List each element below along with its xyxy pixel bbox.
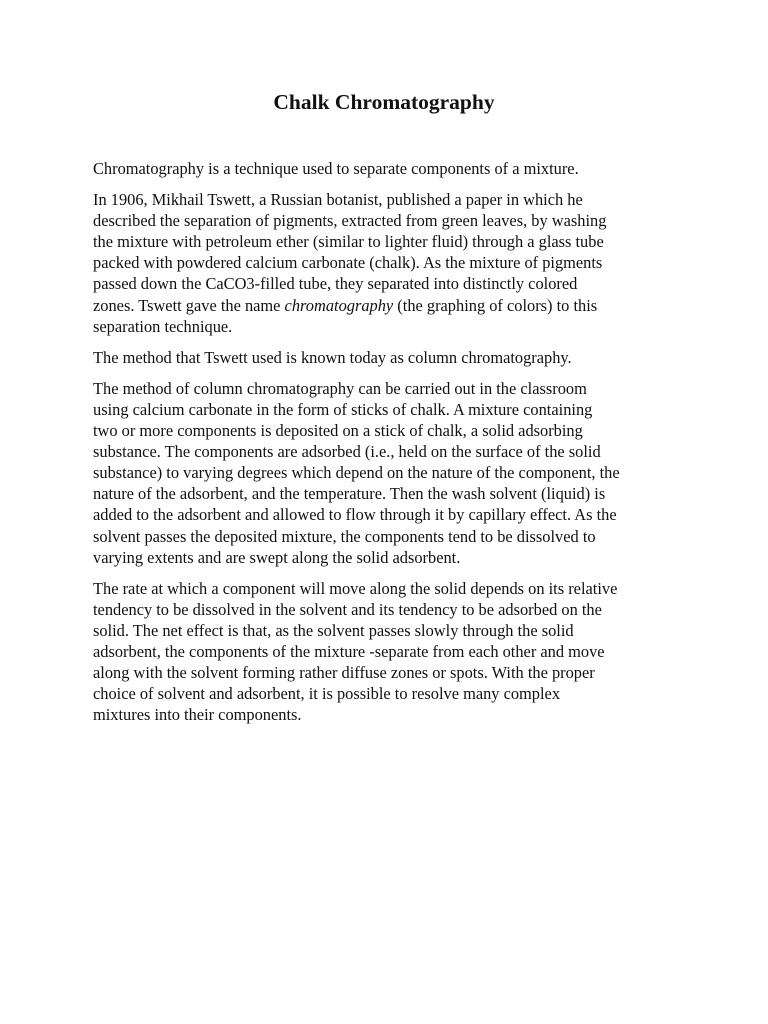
- text-line: choice of solvent and adsorbent, it is possible to resolve many complex: [93, 684, 561, 704]
- document-title: Chalk Chromatography: [273, 90, 495, 114]
- text-line: along with the solvent forming rather diffuse zones or spots. With the proper: [93, 663, 595, 683]
- text-line-with-italic: [93, 295, 683, 316]
- text-line: The method of column chromatography can be carried out in the classroom: [93, 378, 587, 398]
- text-line: separation technique.: [93, 316, 233, 336]
- text-line: described the separation of pigments, extracted from green leaves, by washing: [93, 211, 607, 231]
- text-line: Chromatography is a technique used to separate components of a mixture.: [93, 159, 579, 178]
- text-line: tendency to be dissolved in the solvent and its tendency to be adsorbed on the: [93, 599, 602, 619]
- paragraph-method-name: [93, 347, 683, 368]
- text-line: varying extents and are swept along the solid adsorbent.: [93, 547, 461, 567]
- text-line: adsorbent, the components of the mixture -separate from each other and move: [93, 641, 605, 661]
- text-line: substance. The components are adsorbed (i.e., held on the surface of the solid: [93, 442, 601, 462]
- italic-term: chromatography: [284, 295, 394, 315]
- text-run: zones. Tswett gave the name: [93, 295, 285, 315]
- text-line: using calcium carbonate in the form of sticks of chalk. A mixture containing: [93, 399, 593, 419]
- text-line: solvent passes the deposited mixture, the components tend to be dissolved to: [93, 526, 596, 546]
- text-line: the mixture with petroleum ether (similar to lighter fluid) through a glass tube: [93, 232, 604, 252]
- text-line: The method that Tswett used is known today as column chromatography.: [93, 347, 572, 367]
- text-line: packed with powdered calcium carbonate (chalk). As the mixture of pigments: [93, 253, 603, 273]
- paragraph-history: [93, 189, 683, 337]
- text-run: (the graphing of colors) to this: [393, 295, 598, 315]
- text-line: nature of the adsorbent, and the temperature. Then the wash solvent (liquid) is: [93, 484, 606, 504]
- text-line: two or more components is deposited on a stick of chalk, a solid adsorbing: [93, 421, 583, 441]
- text-line: solid. The net effect is that, as the solvent passes slowly through the solid: [93, 620, 574, 640]
- paragraph-intro: [93, 158, 683, 179]
- text-line: passed down the CaCO3-filled tube, they separated into distinctly colored: [93, 274, 578, 294]
- text-line: substance) to varying degrees which depend on the nature of the component, the: [93, 463, 620, 483]
- text-line: In 1906, Mikhail Tswett, a Russian botanist, published a paper in which he: [93, 190, 583, 210]
- document-body: [93, 158, 683, 735]
- text-line: The rate at which a component will move along the solid depends on its relative: [93, 578, 618, 598]
- text-line: added to the adsorbent and allowed to flow through it by capillary effect. As the: [93, 505, 617, 525]
- text-line: mixtures into their components.: [93, 705, 302, 725]
- paragraph-rate: [93, 578, 683, 726]
- paragraph-classroom-method: [93, 378, 683, 568]
